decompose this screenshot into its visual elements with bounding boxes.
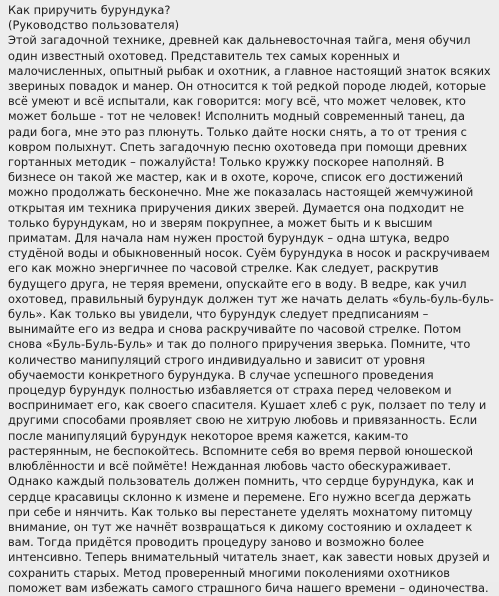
document-subtitle: (Руководство пользователя) [8, 18, 180, 33]
document-body: Этой загадочной технике, древней как дальневосточная тайга, меня обучил один известный охотовед. Представитель тех самых коренных и малочисленных, опытный рыбак и охотник, а главное настоящий знаток всяких звериных повадок и манер. Он относится к той редкой породе людей, которые всё умеют и всё испытали, как говорится: могу всё, что может человек, кто может больше - тот не человек! Исполнить модный современный танец, да ради бога, мне это раз плюнуть. Только дайте носки снять, а то от трения с ковром полыхнут. Спеть загадочную песню охотоведа при помощи древних гортанных методик – пожалуйста! Только кружку поскорее наполняй. В бизнесе он такой же мастер, как и в охоте, короче, список его достижений можно продолжать бесконечно. Мне же показалась настоящей жемчужиной открытая им техника приручения диких зверей. Думается она подходит не только бурундукам, но и зверям покрупнее, а может быть и к высшим приматам. Для начала нам нужен простой бурундук – одна штука, ведро студёной воды и обыкновенный носок. Суём бурундука в носок и раскручиваем его как можно энергичнее по часовой стрелке. Как следует, раскрутив будущего друга, не теряя времени, опускайте его в воду. В ведре, как учил охотовед, правильный бурундук должен тут же начать делать «буль-буль-буль-буль». Как только вы увидели, что бурундук следует предписаниям – вынимайте его из ведра и снова раскручивайте по часовой стрелке. Потом снова «Буль-Буль-Буль» и так до полного приручения зверька. Помните, что количество манипуляций строго индивидуально и зависит от уровня обучаемости конкретного бурундука. В случае успешного проведения процедур бурундук полностью избавляется от страха перед человеком и воспринимает его, как своего спасителя. Кушает хлеб с рук, ползает по телу и другими способами проявляет свою не хитрую любовь и привязанность. Если после манипуляций бурундук некоторое время кажется, каким-то растерянным, не беспокойтесь. Вспомните себя во время первой юношеской влюблённости и всё поймёте! Нежданная любовь часто обескураживает. Однако каждый пользователь должен помнить, что сердце бурундука, как и сердце красавицы склонно к измене и перемене. Его нужно всегда держать при себе и нянчить. Как только вы перестанете уделять мохнатому питомцу внимание, он тут же начнёт возвращаться к дикому состоянию и охладеет к вам. Тогда придётся проводить процедуру заново и возможно более интенсивно. Теперь внимательный читатель знает, как завести новых друзей и сохранить старых. Метод проверенный многими поколениями охотников поможет вам избежать самого страшного бича нашего времени – одиночества. [8, 33, 494, 595]
document-title: Как приручить бурундука? [8, 3, 171, 17]
